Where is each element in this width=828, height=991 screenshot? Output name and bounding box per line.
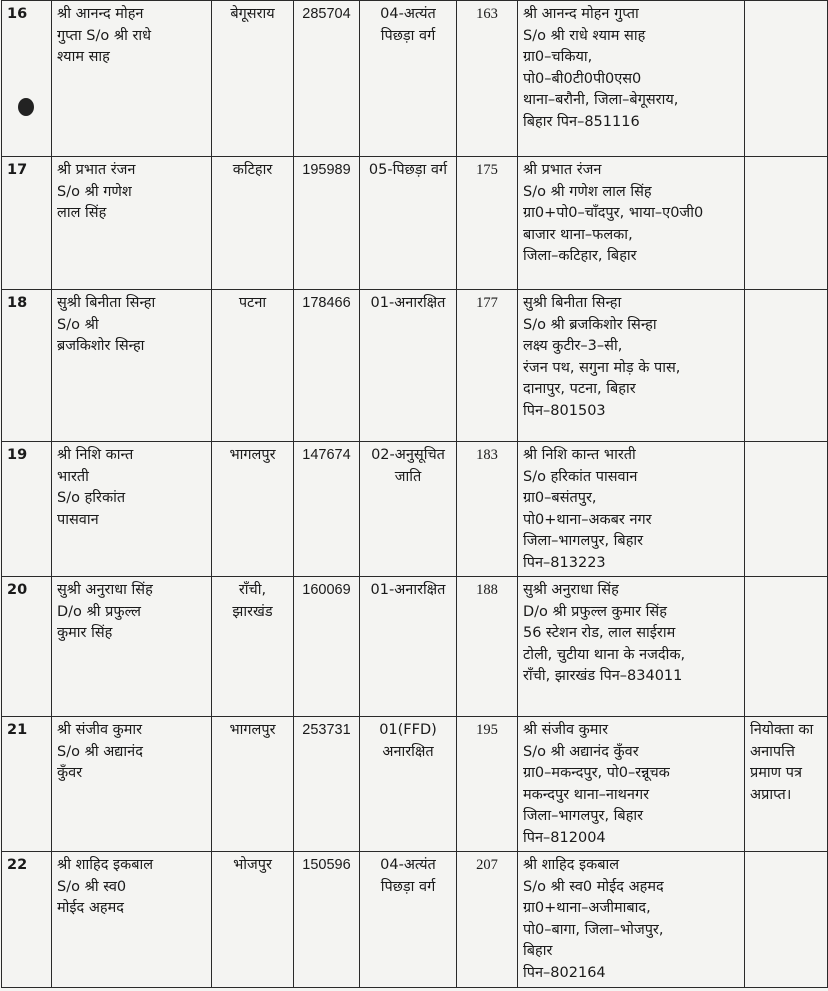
candidate-name-line: S/o श्री गणेश	[57, 183, 132, 200]
address-line: S/o श्री ब्रजकिशोर सिन्हा	[523, 316, 657, 333]
address-line: S/o श्री स्व0 मोईद अहमद	[523, 878, 664, 895]
category-line: 01-अनारक्षित	[370, 582, 446, 598]
rank-text: 183	[476, 447, 498, 463]
serial-number-text: 18	[7, 295, 28, 311]
category-line: जाति	[394, 468, 422, 485]
candidate-name-line: मोईद अहमद	[57, 900, 125, 916]
category	[360, 852, 457, 988]
address-line: जिला–भागलपुर, बिहार	[523, 533, 644, 549]
address-line: श्री आनन्द मोहन गुप्ता	[523, 6, 639, 22]
serial-number-text: 22	[7, 857, 28, 873]
candidate-name-line: श्याम साह	[57, 49, 110, 65]
category-line: पिछड़ा वर्ग	[380, 27, 436, 44]
address-line: श्री निशि कान्त भारती	[523, 447, 636, 463]
district	[212, 157, 294, 290]
serial-number	[2, 157, 52, 290]
address-line: ग्रा0+पो0–चाँदपुर, भाया–ए0जी0	[523, 205, 704, 221]
category	[360, 442, 457, 577]
serial-number-text: 19	[7, 447, 28, 463]
category-line: 01(FFD)	[379, 722, 437, 738]
registration-number	[294, 717, 360, 852]
address-line: थाना–बरौनी, जिला–बेगूसराय,	[523, 92, 679, 108]
address-line: श्री संजीव कुमार	[523, 722, 609, 738]
candidate-name	[52, 442, 212, 577]
remark-line: अनापत्ति	[750, 743, 795, 760]
remark-line: अप्राप्त।	[750, 786, 792, 803]
candidate-name-line: कुमार सिंह	[57, 625, 113, 641]
remark-line: प्रमाण पत्र	[750, 765, 803, 781]
table-row	[2, 717, 828, 852]
address-line: बाजार थाना–फलका,	[523, 226, 633, 243]
registration-number-text: 147674	[302, 447, 351, 463]
address-line: पो0–बी0टी0पी0एस0	[523, 70, 642, 87]
rank-text: 175	[476, 162, 498, 178]
address-line: टोली, चुटीया थाना के नजदीक,	[523, 646, 686, 663]
address-line: पिन–813223	[523, 554, 606, 571]
candidate-name-line: श्री आनन्द मोहन	[57, 6, 144, 22]
remark	[745, 290, 828, 442]
address-line: पिन–812004	[523, 829, 606, 846]
district-text: बेगूसराय	[230, 6, 275, 22]
address-line: बिहार	[523, 943, 553, 959]
address-line: पो0–बागा, जिला–भोजपुर,	[523, 921, 664, 938]
rank-text: 195	[476, 722, 498, 738]
address-line: 56 स्टेशन रोड, लाल साईराम	[523, 625, 676, 641]
address-line: S/o श्री गणेश लाल सिंह	[523, 183, 652, 200]
address-line: पो0+थाना–अकबर नगर	[523, 511, 652, 528]
candidate-name-line: S/o हरिकांत	[57, 490, 126, 506]
address-line: सुश्री अनुराधा सिंह	[523, 582, 619, 598]
category-line: 04-अत्यंत	[380, 857, 436, 873]
district-text: राँची, झारखंड	[232, 582, 273, 620]
serial-number	[2, 442, 52, 577]
registration-number	[294, 577, 360, 717]
address-line: पिन–801503	[523, 402, 606, 419]
serial-number-text: 17	[7, 162, 28, 178]
district-text: भागलपुर	[229, 447, 276, 463]
candidate-name-line: S/o श्री अद्यानंद	[57, 743, 143, 760]
candidate-name	[52, 852, 212, 988]
rank	[457, 1, 518, 157]
category	[360, 290, 457, 442]
candidate-name-line: ब्रजकिशोर सिन्हा	[57, 338, 145, 354]
address-line: S/o श्री अद्यानंद कुँवर	[523, 743, 639, 760]
serial-number	[2, 290, 52, 442]
district-text: कटिहार	[232, 162, 273, 178]
district	[212, 1, 294, 157]
registration-number-text: 285704	[302, 6, 351, 22]
remark	[745, 852, 828, 988]
district	[212, 717, 294, 852]
remark-line: नियोक्ता का	[750, 722, 814, 738]
rank-text: 188	[476, 582, 498, 598]
address-line: श्री शाहिद इकबाल	[523, 857, 620, 873]
table-row	[2, 852, 828, 988]
address-line: ग्रा0–मकन्दपुर, पो0–रन्नूचक	[523, 765, 670, 781]
remark	[745, 442, 828, 577]
table-row	[2, 290, 828, 442]
candidate-name-line: गुप्ता S/o श्री राधे	[57, 27, 152, 44]
serial-number	[2, 577, 52, 717]
category-line: पिछड़ा वर्ग	[380, 878, 436, 895]
address	[518, 290, 745, 442]
address-line: लक्ष्य कुटीर–3–सी,	[523, 338, 623, 354]
address	[518, 577, 745, 717]
registration-number-text: 150596	[302, 857, 351, 873]
rank	[457, 290, 518, 442]
remark	[745, 717, 828, 852]
registration-number	[294, 442, 360, 577]
category	[360, 717, 457, 852]
category-line: 04-अत्यंत	[380, 6, 436, 22]
serial-number-text: 16	[7, 6, 28, 22]
remark	[745, 577, 828, 717]
candidate-name-line: S/o श्री स्व0	[57, 878, 127, 895]
candidate-name-line: कुँवर	[57, 765, 83, 781]
candidate-name-line: सुश्री अनुराधा सिंह	[57, 582, 153, 598]
address-line: D/o श्री प्रफुल्ल कुमार सिंह	[523, 603, 667, 620]
candidate-name	[52, 157, 212, 290]
serial-number	[2, 717, 52, 852]
candidate-name	[52, 577, 212, 717]
address-line: मकन्दपुर थाना–नाथनगर	[523, 786, 650, 803]
category	[360, 1, 457, 157]
candidate-name-line: D/o श्री प्रफुल्ल	[57, 603, 141, 620]
address-line: S/o हरिकांत पासवान	[523, 468, 638, 485]
address	[518, 1, 745, 157]
category	[360, 577, 457, 717]
address	[518, 442, 745, 577]
registration-number-text: 178466	[302, 295, 351, 311]
address-line: जिला–भागलपुर, बिहार	[523, 808, 644, 824]
rank-text: 177	[476, 295, 498, 311]
registration-number	[294, 1, 360, 157]
rank	[457, 577, 518, 717]
address-line: ग्रा0+थाना–अजीमाबाद,	[523, 900, 651, 916]
district	[212, 290, 294, 442]
table-row	[2, 442, 828, 577]
table-row	[2, 577, 828, 717]
district-text: भागलपुर	[229, 722, 276, 738]
candidate-name-line: पासवान	[57, 511, 99, 528]
district	[212, 852, 294, 988]
category-line: 02-अनुसूचित	[371, 447, 445, 463]
registration-number	[294, 157, 360, 290]
candidate-name-line: श्री प्रभात रंजन	[57, 162, 136, 178]
address-line: S/o श्री राधे श्याम साह	[523, 27, 646, 44]
address	[518, 157, 745, 290]
candidate-name-line: S/o श्री	[57, 316, 99, 333]
candidate-name-line: सुश्री बिनीता सिन्हा	[57, 295, 156, 311]
district	[212, 577, 294, 717]
registration-number-text: 253731	[302, 722, 351, 738]
address-line: जिला–कटिहार, बिहार	[523, 248, 637, 264]
candidate-name-line: भारती	[57, 468, 89, 485]
remark	[745, 157, 828, 290]
candidate-name	[52, 290, 212, 442]
category-line: 05-पिछड़ा वर्ग	[368, 162, 448, 178]
registration-number	[294, 852, 360, 988]
registration-number-text: 195989	[302, 162, 351, 178]
district	[212, 442, 294, 577]
candidate-name-line: श्री संजीव कुमार	[57, 722, 143, 738]
candidate-name	[52, 1, 212, 157]
registration-number-text: 160069	[302, 582, 351, 598]
table-row	[2, 1, 828, 157]
address-line: बिहार पिन–851116	[523, 113, 640, 130]
address-line: दानापुर, पटना, बिहार	[523, 381, 636, 397]
candidate-name-line: श्री शाहिद इकबाल	[57, 857, 154, 873]
rank	[457, 852, 518, 988]
address	[518, 852, 745, 988]
category-line: 01-अनारक्षित	[370, 295, 446, 311]
candidate-table	[1, 0, 828, 988]
address-line: ग्रा0–बसंतपुर,	[523, 490, 597, 506]
address-line: राँची, झारखंड पिन–834011	[523, 668, 683, 684]
rank	[457, 442, 518, 577]
district-text: पटना	[238, 295, 267, 311]
serial-number-text: 21	[7, 722, 28, 738]
address-line: ग्रा0–चकिया,	[523, 49, 593, 65]
serial-number	[2, 852, 52, 988]
rank	[457, 157, 518, 290]
registration-number	[294, 290, 360, 442]
address-line: रंजन पथ, सगुना मोड़ के पास,	[523, 359, 681, 376]
category	[360, 157, 457, 290]
rank-text: 163	[476, 6, 498, 22]
serial-number	[2, 1, 52, 157]
district-text: भोजपुर	[233, 857, 272, 873]
rank	[457, 717, 518, 852]
address-line: श्री प्रभात रंजन	[523, 162, 602, 178]
candidate-name	[52, 717, 212, 852]
address	[518, 717, 745, 852]
address-line: सुश्री बिनीता सिन्हा	[523, 295, 622, 311]
remark	[745, 1, 828, 157]
candidate-name-line: लाल सिंह	[57, 205, 107, 221]
address-line: पिन–802164	[523, 964, 606, 981]
category-line: अनारक्षित	[382, 743, 434, 760]
table-row	[2, 157, 828, 290]
rank-text: 207	[476, 857, 498, 873]
serial-number-text: 20	[7, 582, 28, 598]
candidate-name-line: श्री निशि कान्त	[57, 447, 134, 463]
